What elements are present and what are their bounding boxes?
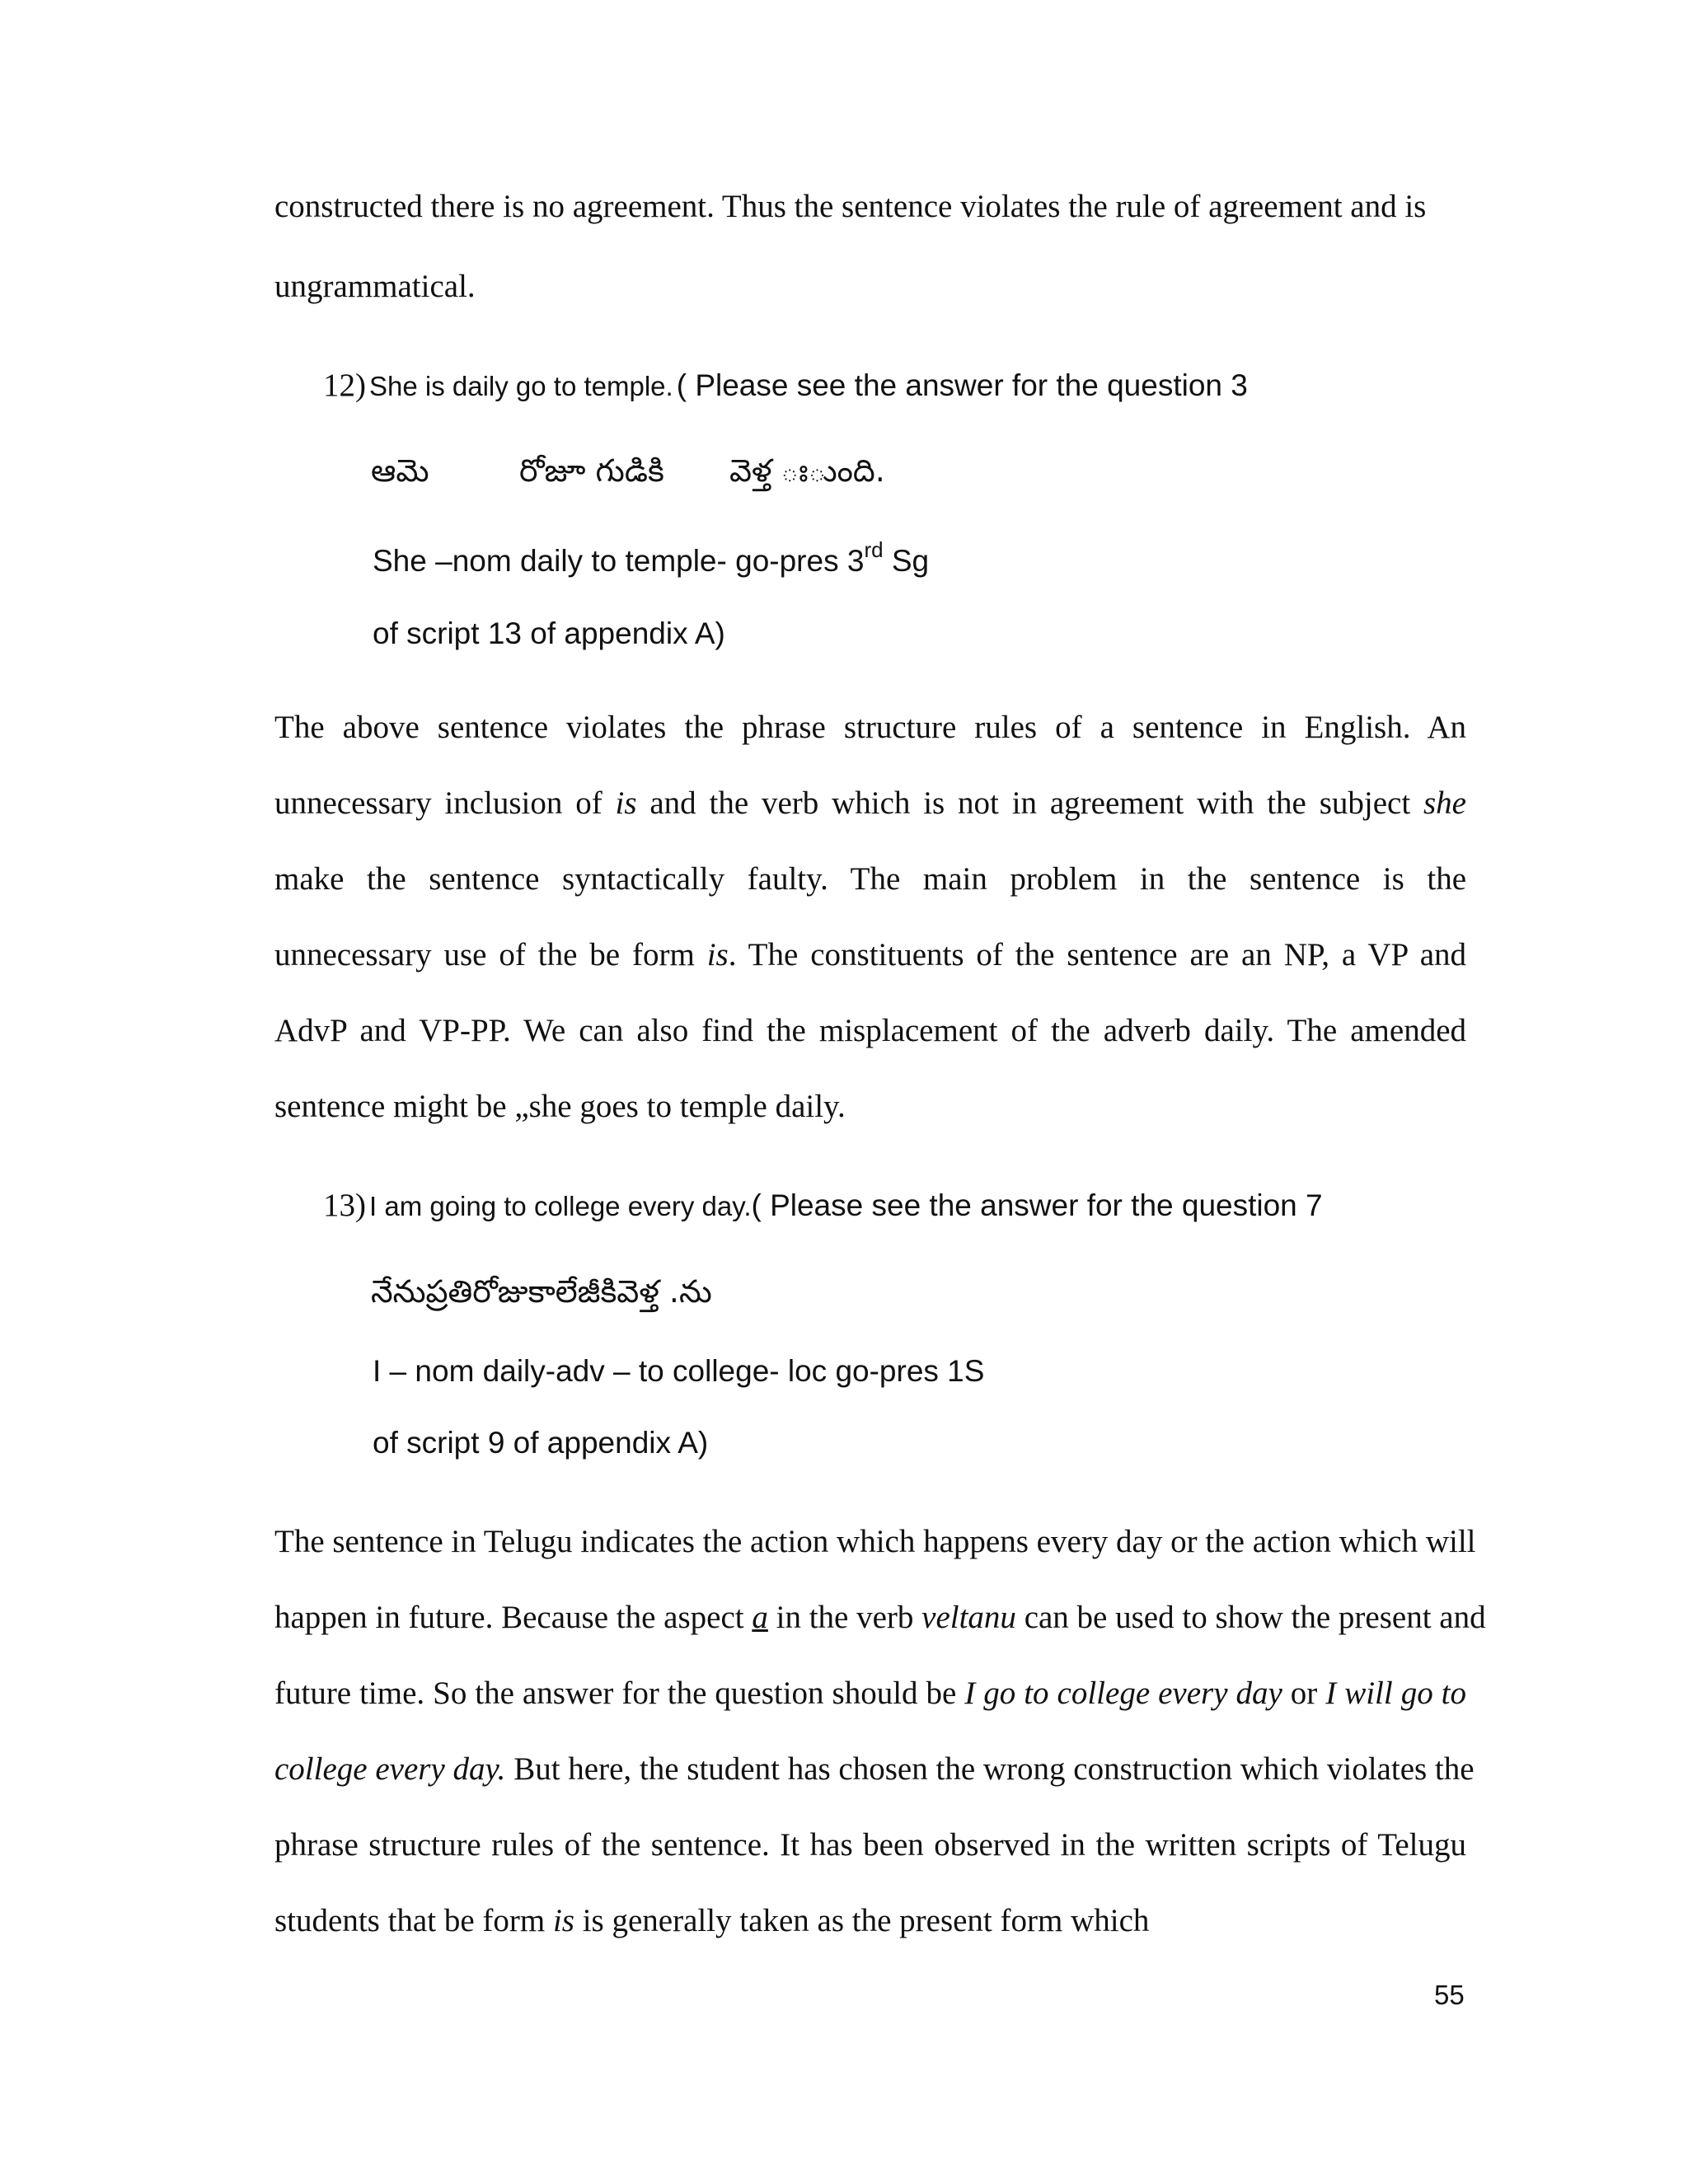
- body-line: [274, 1675, 1466, 1712]
- text-span: future time. So the answer for the question should be: [274, 1675, 965, 1711]
- italic-span: she: [1423, 785, 1466, 821]
- text-span: unnecessary use of the be form: [274, 937, 707, 972]
- question-sentence: She is daily go to temple.: [369, 371, 673, 401]
- body-line: The sentence in Telugu indicates the action which happens every day or the action which will: [274, 1524, 1476, 1559]
- text-span: and the verb which is not in agreement with the subject: [636, 785, 1423, 821]
- telugu-word: వెళ్త ఃుంది.: [729, 452, 885, 489]
- body-line: sentence might be „she goes to temple daily.: [274, 1089, 846, 1124]
- body-line: phrase structure rules of the sentence. It has been observed in the written scripts of Telugu: [274, 1827, 1466, 1863]
- italic-span: veltanu: [921, 1600, 1016, 1635]
- script-reference: of script 13 of appendix A): [373, 616, 725, 650]
- body-line: ungrammatical.: [274, 269, 476, 304]
- script-reference: of script 9 of appendix A): [373, 1426, 709, 1460]
- body-line: make the sentence syntactically faulty. The main problem in the sentence is the: [274, 861, 1466, 897]
- italic-span: I will go to: [1325, 1675, 1467, 1711]
- text-span: is generally taken as the present form which: [574, 1903, 1150, 1938]
- question-number: 12): [323, 368, 366, 403]
- italic-span: is: [706, 937, 729, 972]
- text-span: unnecessary inclusion of: [274, 785, 616, 821]
- gloss-line: [373, 537, 930, 579]
- gloss-line: I – nom daily-adv – to college- loc go-pres 1S: [373, 1354, 985, 1388]
- body-line: [274, 1599, 1486, 1636]
- body-line: [274, 785, 1466, 822]
- text-span: . The constituents of the sentence are an NP, a VP and: [728, 937, 1467, 972]
- telugu-word: ఆమె: [371, 452, 429, 489]
- telugu-word: రోజూ గుడికి: [519, 452, 664, 489]
- question-note: ( Please see the answer for the question 7: [751, 1188, 1323, 1222]
- text-span: or: [1282, 1675, 1326, 1711]
- italic-span: I go to college every day: [964, 1675, 1282, 1711]
- gloss-text: She –nom daily to temple- go-pres 3: [373, 544, 865, 578]
- text-span: students that be form: [274, 1903, 553, 1938]
- body-line: [274, 936, 1466, 973]
- text-span: can be used to show the present and: [1015, 1600, 1486, 1635]
- body-line: [274, 1902, 1149, 1939]
- text-span: happen in future. Because the aspect: [274, 1600, 753, 1635]
- question-13: [323, 1187, 1323, 1224]
- body-line: constructed there is no agreement. Thus the sentence violates the rule of agreement and is: [274, 189, 1427, 224]
- gloss-superscript: rd: [864, 537, 884, 562]
- question-note: ( Please see the answer for the question 3: [676, 368, 1248, 402]
- underlined-italic-span: a: [752, 1600, 768, 1635]
- telugu-sentence: నేనుప్రతిరోజుకాలేజీకివెళ్త .ను: [371, 1273, 712, 1310]
- page-number: 55: [1434, 1980, 1465, 2010]
- italic-span: college every day.: [274, 1751, 506, 1787]
- italic-span: is: [552, 1903, 574, 1938]
- question-12: [323, 367, 1248, 404]
- italic-span: is: [615, 785, 637, 821]
- text-span: But here, the student has chosen the wrong construction which violates the: [505, 1751, 1475, 1787]
- question-number: 13): [323, 1188, 366, 1223]
- gloss-tail: Sg: [883, 544, 930, 578]
- body-line: AdvP and VP-PP. We can also find the misplacement of the adverb daily. The amended: [274, 1013, 1466, 1048]
- question-sentence: I am going to college every day.: [369, 1191, 752, 1221]
- body-line: [274, 1750, 1475, 1788]
- body-line: The above sentence violates the phrase structure rules of a sentence in English. An: [274, 710, 1466, 745]
- text-span: in the verb: [767, 1600, 922, 1635]
